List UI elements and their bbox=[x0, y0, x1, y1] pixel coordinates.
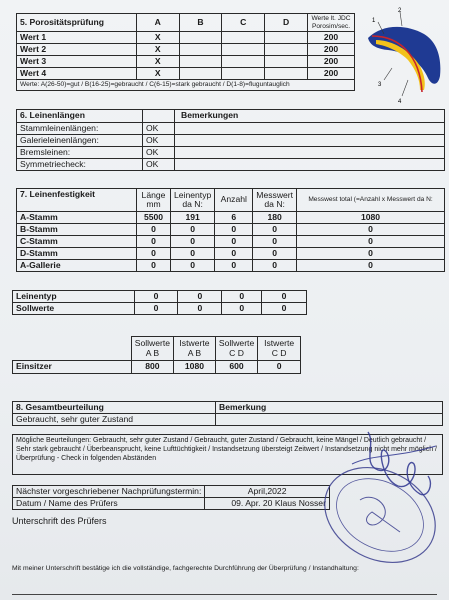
single-header: Sollwerte C D bbox=[215, 337, 257, 361]
strength-cell: 0 bbox=[253, 260, 297, 272]
strength-cell: 6 bbox=[215, 212, 253, 224]
strength-header-type: Leinentyp da N: bbox=[171, 189, 215, 212]
inspector-name: Klaus Nosser bbox=[274, 498, 326, 509]
single-seater-label: Einsitzer bbox=[13, 361, 132, 374]
porosity-mark: X bbox=[136, 68, 179, 80]
porosity-value: 200 bbox=[307, 56, 354, 68]
porosity-mark: X bbox=[136, 44, 179, 56]
porosity-col-a: A bbox=[136, 14, 179, 32]
diagram-leader-4 bbox=[402, 80, 408, 96]
strength-total: 1080 bbox=[297, 212, 445, 224]
porosity-value: 200 bbox=[307, 32, 354, 44]
next-inspection-label: Nächster vorgeschriebener Nachprüfungstermin: bbox=[13, 486, 205, 498]
line-type-label: Leinentyp bbox=[13, 291, 135, 303]
diagram-label-1: 1 bbox=[372, 18, 376, 24]
line-strength-table bbox=[16, 188, 445, 272]
strength-row-label: A-Stamm bbox=[17, 212, 137, 224]
porosity-mark: X bbox=[136, 56, 179, 68]
strength-cell: 0 bbox=[171, 224, 215, 236]
inspector-label: Datum / Name des Prüfers bbox=[13, 498, 205, 510]
single-value: 600 bbox=[215, 361, 257, 374]
handwritten-signature bbox=[348, 424, 438, 504]
confirmation-line bbox=[12, 594, 437, 595]
strength-header-total: Messwest total (=Anzahl x Messwert da N: bbox=[297, 189, 445, 212]
porosity-row-label: Wert 4 bbox=[17, 68, 137, 80]
porosity-col-c: C bbox=[222, 14, 265, 32]
signature-stroke bbox=[368, 432, 430, 495]
strength-cell: 0 bbox=[253, 248, 297, 260]
target-values-cell: 0 bbox=[222, 303, 262, 315]
strength-cell: 191 bbox=[171, 212, 215, 224]
strength-header-count: Anzahl bbox=[215, 189, 253, 212]
strength-row-label: C-Stamm bbox=[17, 236, 137, 248]
target-values-cell: 0 bbox=[178, 303, 222, 315]
strength-cell: 0 bbox=[215, 260, 253, 272]
single-value: 0 bbox=[258, 361, 301, 374]
strength-header-measured: Messwert da N: bbox=[253, 189, 297, 212]
line-type-cell: 0 bbox=[134, 291, 178, 303]
line-length-title: 6. Leinenlängen bbox=[17, 110, 143, 123]
signature-label: Unterschrift des Prüfers bbox=[12, 516, 107, 526]
strength-cell: 0 bbox=[137, 236, 171, 248]
diagram-label-2: 2 bbox=[398, 8, 402, 14]
line-type-cell: 0 bbox=[262, 291, 307, 303]
line-row-label: Galerieleinenlängen: bbox=[17, 135, 143, 147]
porosity-col-b: B bbox=[179, 14, 222, 32]
strength-cell: 0 bbox=[171, 260, 215, 272]
strength-total: 0 bbox=[297, 224, 445, 236]
strength-cell: 0 bbox=[215, 236, 253, 248]
strength-header-length: Länge mm bbox=[137, 189, 171, 212]
strength-cell: 0 bbox=[137, 260, 171, 272]
strength-cell: 0 bbox=[253, 224, 297, 236]
porosity-table bbox=[16, 13, 355, 91]
overall-value: Gebraucht, sehr guter Zustand bbox=[13, 414, 216, 426]
porosity-row-label: Wert 3 bbox=[17, 56, 137, 68]
line-length-table bbox=[16, 109, 445, 171]
line-remarks-header: Bemerkungen bbox=[175, 110, 445, 123]
strength-cell: 0 bbox=[171, 248, 215, 260]
target-values-cell: 0 bbox=[262, 303, 307, 315]
line-type-cell: 0 bbox=[222, 291, 262, 303]
single-header: Istwerte A B bbox=[174, 337, 216, 361]
overall-table bbox=[12, 401, 443, 426]
line-row-value: OK bbox=[143, 135, 175, 147]
target-values-label: Sollwerte bbox=[13, 303, 135, 315]
porosity-value: 200 bbox=[307, 44, 354, 56]
inspection-date: 09. Apr. 20 bbox=[231, 498, 273, 509]
diagram-label-4: 4 bbox=[398, 99, 402, 104]
porosity-values-header: Werte lt. JDC Porosim/sec. bbox=[307, 14, 354, 32]
line-type-table bbox=[12, 290, 307, 315]
strength-total: 0 bbox=[297, 248, 445, 260]
line-row-value: OK bbox=[143, 147, 175, 159]
diagram-leader-3 bbox=[384, 68, 392, 80]
strength-row-label: D-Stamm bbox=[17, 248, 137, 260]
possible-assessments: Mögliche Beurteilungen: Gebraucht, sehr guter Zustand / Gebraucht, guter Zustand / Gebraucht, keine Mängel / Deutlich gebraucht / Sehr stark gebraucht / Überbeansprucht, keine Lufttüchtigkeit / Instandsetzung übersteigt Zeitwert / Instandsetzung nicht mehr möglich / Überprüfung - Check in folgenden Abständen bbox=[12, 434, 443, 475]
strength-cell: 0 bbox=[215, 248, 253, 260]
strength-total: 0 bbox=[297, 260, 445, 272]
porosity-title: 5. Porositätsprüfung bbox=[17, 14, 137, 32]
signature-underline bbox=[352, 446, 436, 464]
line-row-label: Symmetriecheck: bbox=[17, 159, 143, 171]
overall-title: 8. Gesamtbeurteilung bbox=[13, 402, 216, 414]
strength-cell: 0 bbox=[215, 224, 253, 236]
line-row-value: OK bbox=[143, 123, 175, 135]
diagram-label-3: 3 bbox=[378, 82, 382, 88]
confirmation-text: Mit meiner Unterschrift bestätige ich die vollständige, fachgerechte Durchführung der Überprüfung / Instandhaltung: bbox=[12, 565, 359, 572]
line-row-label: Stammleinenlängen: bbox=[17, 123, 143, 135]
overall-remarks-header: Bemerkung bbox=[216, 402, 443, 414]
next-inspection-value: April,2022 bbox=[205, 486, 330, 498]
next-inspection-table bbox=[12, 485, 330, 510]
strength-cell: 5500 bbox=[137, 212, 171, 224]
line-row-value: OK bbox=[143, 159, 175, 171]
line-row-label: Bremsleinen: bbox=[17, 147, 143, 159]
strength-cell: 0 bbox=[253, 236, 297, 248]
strength-cell: 0 bbox=[171, 236, 215, 248]
strength-total: 0 bbox=[297, 236, 445, 248]
porosity-row-label: Wert 2 bbox=[17, 44, 137, 56]
strength-cell: 0 bbox=[137, 224, 171, 236]
single-value: 1080 bbox=[174, 361, 216, 374]
porosity-legend: Werte: A(26-50)=gut / B(16-25)=gebraucht / C(6-15)=stark gebraucht / D(1-8)=fluguntauglich bbox=[17, 80, 355, 91]
single-seater-table bbox=[12, 336, 301, 374]
single-header: Sollwerte A B bbox=[131, 337, 173, 361]
strength-row-label: B-Stamm bbox=[17, 224, 137, 236]
porosity-value: 200 bbox=[307, 68, 354, 80]
single-header: Istwerte C D bbox=[258, 337, 301, 361]
single-value: 800 bbox=[131, 361, 173, 374]
line-type-cell: 0 bbox=[178, 291, 222, 303]
porosity-col-d: D bbox=[265, 14, 308, 32]
wing-diagram bbox=[362, 6, 446, 104]
porosity-mark: X bbox=[136, 32, 179, 44]
diagram-leader-2 bbox=[400, 12, 402, 26]
porosity-row-label: Wert 1 bbox=[17, 32, 137, 44]
strength-cell: 0 bbox=[137, 248, 171, 260]
target-values-cell: 0 bbox=[134, 303, 178, 315]
strength-cell: 180 bbox=[253, 212, 297, 224]
strength-row-label: A-Gallerie bbox=[17, 260, 137, 272]
line-strength-title: 7. Leinenfestigkeit bbox=[17, 189, 137, 212]
